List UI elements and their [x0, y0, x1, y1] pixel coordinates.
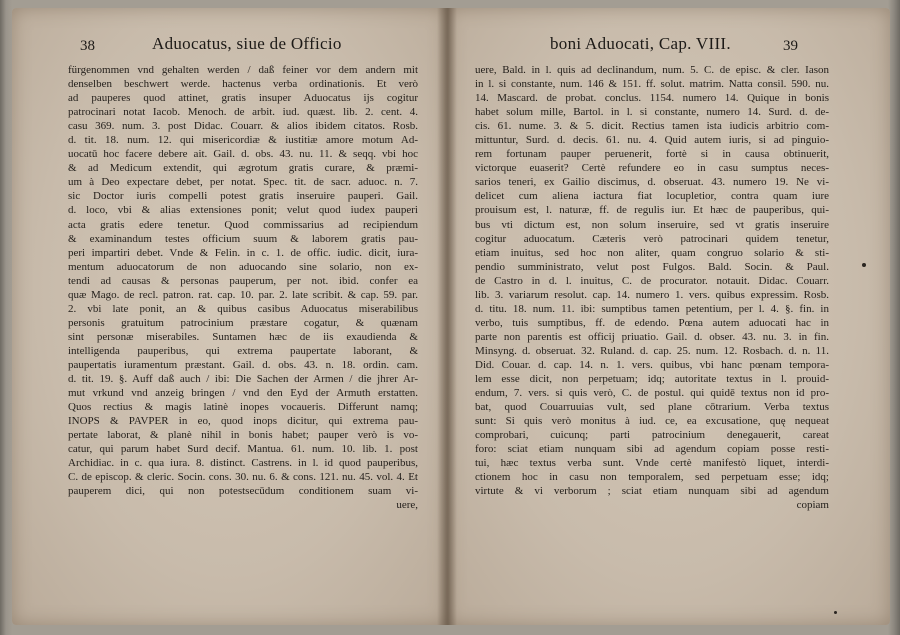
text-line: 2. vbi late ponit, an & quibus casibus Aduocatus miserabilibus	[68, 302, 418, 315]
text-line: & examinandum testes officium suum & laborem gratis pau-	[68, 232, 418, 245]
text-line: uere,	[396, 499, 418, 512]
text-line: mittuntur, Surd. d. decis. 61. nu. 4. Quid autem iuris, si ad pinguio-	[475, 134, 829, 147]
text-line: catur, qui parum habet Surd decif. Mantua. 61. num. 10. lib. 1. post	[68, 443, 418, 456]
text-line: patrocinari notat Iacob. Menoch. de arbit. iud. quæst. lib. 2. cent. 4.	[68, 106, 418, 119]
text-line: sic Doctor iuris compelli potest gratis inseruire pauperi. Gail.	[68, 190, 418, 203]
text-line: foro: sciat etiam nunquam sibi ad agendum copiam posse resti-	[475, 443, 829, 456]
text-line: tui, hæc textus verba sunt. Vnde certè manifestò liquet, interdi-	[475, 457, 829, 470]
text-line: ad pauperes quod attinet, gratis insuper Aduocatus ijs cogitur	[68, 92, 418, 105]
text-line: endum, 7. vers. si quis verò, C. de postul. qui quidē textus non id pro-	[475, 387, 829, 400]
book-gutter	[437, 8, 457, 625]
body-text	[475, 63, 829, 513]
text-line: Minsyng. d. obseruat. 32. Ruland. d. cap. 25. num. 12. Rosbach. d. n. 11.	[475, 344, 829, 357]
text-line: d. tit. 18. num. 12. qui misericordiæ & iustitiæ amore motum Ad-	[68, 134, 418, 147]
text-line: fürgenommen vnd gehalten werden / daß feiner vor dem andern mit	[68, 64, 418, 76]
text-line: lem esse dicit, non perpetuam; idq; autoritate textus in l. prouid-	[475, 373, 829, 386]
text-line: Quos rectius & magis latinè inopes vocaueris. Differunt namq;	[68, 401, 418, 414]
text-line: de Castro in d. l. inuitus, C. de procurator. notauit. Didac. Couarr.	[475, 274, 829, 287]
text-line: in l. si constante, num. 146 & 151. ff. solut. matrim. Natta consil. 590. nu.	[475, 78, 829, 91]
text-line: d. tit. 19. §. Auff daß auch / ibi: Die Sachen der Armen / die jhrer Ar-	[68, 373, 418, 386]
text-line: tendi ad causas & personas pauperum, per not. ibid. confer ea	[68, 274, 418, 287]
text-line: sarios teneri, ex Gailio discimus, d. obseruat. 43. numero 19. Ne vi-	[475, 176, 829, 189]
running-head: boni Aduocati, Cap. VIII.	[550, 34, 731, 53]
ink-spot	[834, 611, 837, 614]
right-page	[447, 8, 890, 625]
text-line: bus vti dictum est, non solum inseruire, sed vt gratis inseruire	[475, 218, 829, 231]
text-line: casu 369. num. 3. post Didac. Couarr. & alios ibidem citatos. Rosb.	[68, 120, 418, 133]
page-number: 39	[783, 38, 798, 54]
text-line: Did. Couar. d. cap. 14. n. 1. vers. quibus, vbi hanc pœnam tempora-	[475, 358, 829, 371]
text-line: pauperem dici, qui non potestsecūdum conditionem suam vi-	[68, 485, 418, 498]
text-line: cogitur aduocatum. Cæteris verò patrocinari quidem tenetur,	[475, 232, 829, 245]
text-line: Archidiac. in c. qua iura. 8. distinct. Castrens. in l. id quod pauperibus,	[68, 457, 418, 470]
text-line: quæ Mago. de recl. patron. rat. cap. 10. par. 2. late scribit. & cap. 59. par.	[68, 288, 418, 301]
text-line: personis gratuitum patrocinium præstare cogatur, & quænam	[68, 316, 418, 329]
text-line: sunt: Si quis verò monitus à iud. ce, ea excusatione, quę nequeat	[475, 415, 829, 428]
text-line: victorque euaserit? Certè refundere eo in casu sumptus neces-	[475, 162, 829, 175]
text-line: uocatū hoc facere debere ait. Gail. d. obs. 43. nu. 11. & seqq. vbi hoc	[68, 148, 418, 161]
text-line: INOPS & PAVPER in eo, quod inops dicitur, qui extrema pau-	[68, 415, 418, 428]
text-line: virtute & vi verborum ; sciat etiam nunquam sibi ad agendum	[475, 485, 829, 498]
text-line: habet solum mille, Bartol. in l. si constante, numero 14. Surd. d. de-	[475, 106, 829, 119]
text-line: etiam inuitus, sed hoc non aliter, quam congruo solario & sti-	[475, 246, 829, 259]
text-line: denselben beschwert werde. hactenus verba ordinationis. Et verò	[68, 78, 418, 91]
text-line: paupertatis iuramentum præstant. Gail. d. obs. 43. n. 18. ordin. cam.	[68, 358, 418, 371]
text-line: comprobari, cuicunq; parti patrocinium denegauerit, careat	[475, 429, 829, 442]
body-text	[68, 63, 418, 513]
text-line: intelligenda pauperibus, qui extrema paupertate laborant, &	[68, 344, 418, 357]
text-line: um à Deo expectare debet, per notat. Spec. tit. de sacr. aduoc. n. 7.	[68, 176, 418, 189]
text-line: ctionem hoc in casu non temporalem, sed perpetuam esse; idq;	[475, 471, 829, 484]
text-line: pendio sumministrato, velut post Fulgos. Bald. Socin. & Paul.	[475, 260, 829, 273]
text-line: verbo, tuis sumptibus, ff. de edendo. Pœna autem aduocati hac in	[475, 316, 829, 329]
text-line: 14. Mascard. de probat. conclus. 1154. numero 14. Quique in bonis	[475, 92, 829, 105]
text-line: copiam	[796, 499, 829, 512]
text-line: parte non parentis est officij priuatio. Gail. d. obser. 43. nu. 3. in fin.	[475, 330, 829, 343]
text-line: sint personæ miserabiles. Suntamen hæc de iis exaudienda &	[68, 330, 418, 343]
text-line: prouisum est, l. naturæ, ff. de regulis iur. Et hæc de pauperibus, qui-	[475, 204, 829, 217]
ink-spot	[862, 263, 866, 267]
running-head: Aduocatus, siue de Officio	[152, 34, 342, 53]
text-line: C. de episcop. & cleric. Socin. cons. 30. nu. 6. & cons. 121. nu. 45. vol. 4. Et	[68, 471, 418, 484]
text-line: lib. 3. variarum resolut. cap. 14. numero 1. vers. quibus expressim. Rosb.	[475, 288, 829, 301]
left-page	[12, 8, 447, 625]
text-line: acta gratis edere tenetur. Quod commissarius ad recipiendum	[68, 218, 418, 231]
text-line: delicet cum aliena iactura fiat locupletior, contra quam iure	[475, 190, 829, 203]
text-line: mut vrkund vnd anzeig bringen / vnd den Eyd der Armuth erstatten.	[68, 387, 418, 400]
text-line: d. loco, vbi & alias extensiones ponit; velut quod iudex pauperi	[68, 204, 418, 217]
text-line: d. titu. 18. num. 11. ibi: sumptibus tamen petentium, per l. 4. §. fin. in	[475, 302, 829, 315]
text-line: rem fortunam pauper peruenerit, fortè si in causa obtinuerit,	[475, 148, 829, 161]
text-line: cis. 61. nume. 3. & 5. dicit. Rectius tamen ista iudicis arbitrio com-	[475, 120, 829, 133]
page-number: 38	[80, 38, 95, 54]
text-line: & ad Medicum extendit, qui ægrotum gratis curare, & præmi-	[68, 162, 418, 175]
text-line: peri impartiri debet. Vnde & Felin. in c. 1. de offic. iudic. dicit, iura-	[68, 246, 418, 259]
text-line: mentum aduocatorum de non aduocando sine solario, non ex-	[68, 260, 418, 273]
text-line: pertate laborat, & planè nihil in bonis habet; pauper verò is vo-	[68, 429, 418, 442]
text-line: uere, Bald. in l. quis ad declinandum, num. 5. C. de episc. & cler. Iason	[475, 64, 829, 76]
text-line: bat, quod Couarruuias vult, sed plane cōtrarium. Verba textus	[475, 401, 829, 414]
